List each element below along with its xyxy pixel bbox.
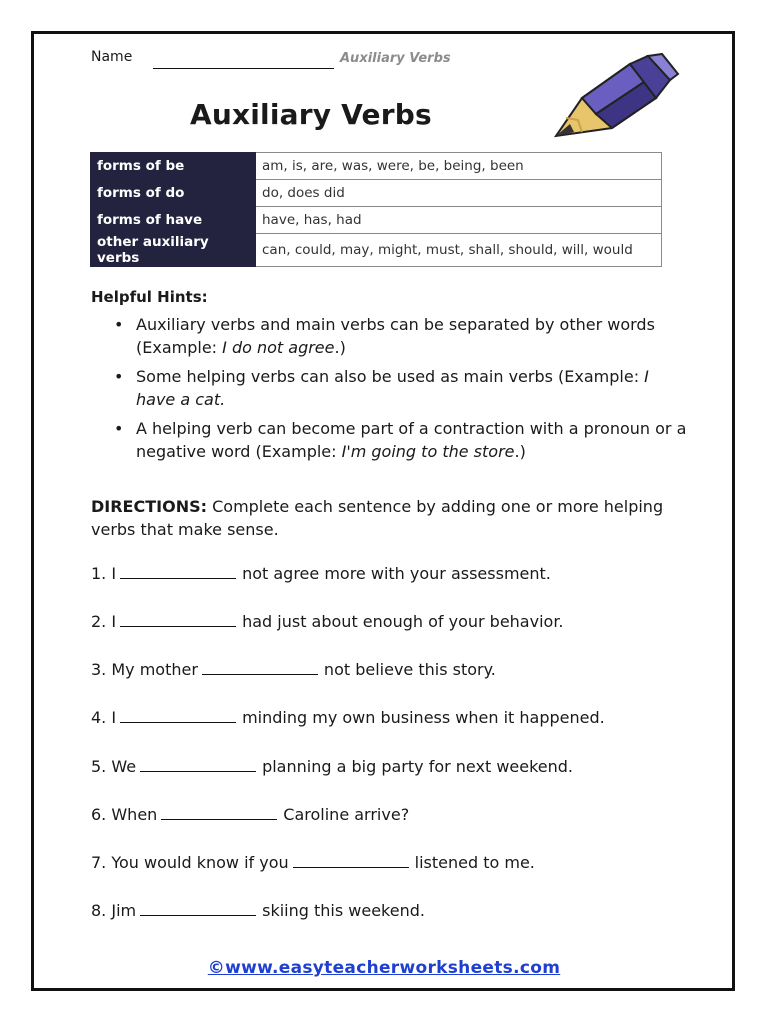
answer-blank[interactable] xyxy=(202,673,318,675)
answer-blank[interactable] xyxy=(161,818,277,820)
question-suffix: not believe this story. xyxy=(323,660,496,679)
bullet-icon: • xyxy=(114,367,124,386)
question-prefix: 4. I xyxy=(91,708,117,727)
directions-label: DIRECTIONS: xyxy=(91,497,208,516)
forms-table xyxy=(90,152,662,267)
directions-text: Complete each sentence by adding one or more helping verbs that make sense. xyxy=(91,497,664,539)
forms-table-value: have, has, had xyxy=(256,207,662,234)
question-prefix: 8. Jim xyxy=(91,901,137,920)
question-item xyxy=(91,564,551,583)
forms-table-value: can, could, may, might, must, shall, should, will, would xyxy=(256,234,662,267)
forms-table-row xyxy=(91,180,662,207)
question-item xyxy=(91,612,564,631)
question-suffix: listened to me. xyxy=(414,853,535,872)
question-prefix: 5. We xyxy=(91,757,137,776)
forms-table-value: do, does did xyxy=(256,180,662,207)
answer-blank[interactable] xyxy=(140,770,256,772)
answer-blank[interactable] xyxy=(140,914,256,916)
question-item xyxy=(91,901,425,920)
answer-blank[interactable] xyxy=(293,866,409,868)
forms-table-label: forms of be xyxy=(91,153,256,180)
forms-table-row xyxy=(91,207,662,234)
question-item xyxy=(91,805,409,824)
answer-blank[interactable] xyxy=(120,625,236,627)
name-label: Name xyxy=(91,49,133,65)
footer-link[interactable]: ©www.easyteacherworksheets.com xyxy=(207,958,561,978)
hints-list xyxy=(112,313,687,469)
answer-blank[interactable] xyxy=(120,721,236,723)
header-tag: Auxiliary Verbs xyxy=(340,51,451,66)
question-item xyxy=(91,660,496,679)
question-prefix: 6. When xyxy=(91,805,158,824)
bullet-icon: • xyxy=(114,315,124,334)
forms-table-value: am, is, are, was, were, be, being, been xyxy=(256,153,662,180)
question-suffix: planning a big party for next weekend. xyxy=(262,757,574,776)
hint-example: I do not agree xyxy=(222,338,335,357)
hint-example: I have a cat. xyxy=(136,367,649,409)
question-prefix: 1. I xyxy=(91,564,117,583)
hint-item: • A helping verb can become part of a contraction with a pronoun or a negative word (Example: I'm going to the store.) xyxy=(114,419,687,461)
question-suffix: skiing this weekend. xyxy=(262,901,425,920)
hint-example: I'm going to the store xyxy=(341,442,515,461)
question-suffix: minding my own business when it happened. xyxy=(242,708,605,727)
name-field[interactable] xyxy=(153,68,334,69)
question-item xyxy=(91,708,605,727)
hint-item: • Auxiliary verbs and main verbs can be separated by other words (Example: I do not agree.) xyxy=(114,315,655,357)
pencil-icon xyxy=(552,52,682,144)
forms-table-row xyxy=(91,153,662,180)
question-prefix: 7. You would know if you xyxy=(91,853,289,872)
forms-table-label: forms of have xyxy=(91,207,256,234)
question-suffix: Caroline arrive? xyxy=(283,805,410,824)
hint-item: • Some helping verbs can also be used as main verbs (Example: I have a cat. xyxy=(114,367,649,409)
question-prefix: 2. I xyxy=(91,612,117,631)
forms-table-row xyxy=(91,234,662,267)
question-item xyxy=(91,853,535,872)
question-item xyxy=(91,757,573,776)
bullet-icon: • xyxy=(114,419,124,438)
question-suffix: not agree more with your assessment. xyxy=(242,564,551,583)
hints-heading: Helpful Hints: xyxy=(91,288,208,306)
answer-blank[interactable] xyxy=(120,577,236,579)
question-prefix: 3. My mother xyxy=(91,660,198,679)
page-title: Auxiliary Verbs xyxy=(190,98,432,131)
forms-table-label: other auxiliary verbs xyxy=(91,234,256,267)
directions xyxy=(91,495,671,541)
question-suffix: had just about enough of your behavior. xyxy=(242,612,564,631)
forms-table-label: forms of do xyxy=(91,180,256,207)
